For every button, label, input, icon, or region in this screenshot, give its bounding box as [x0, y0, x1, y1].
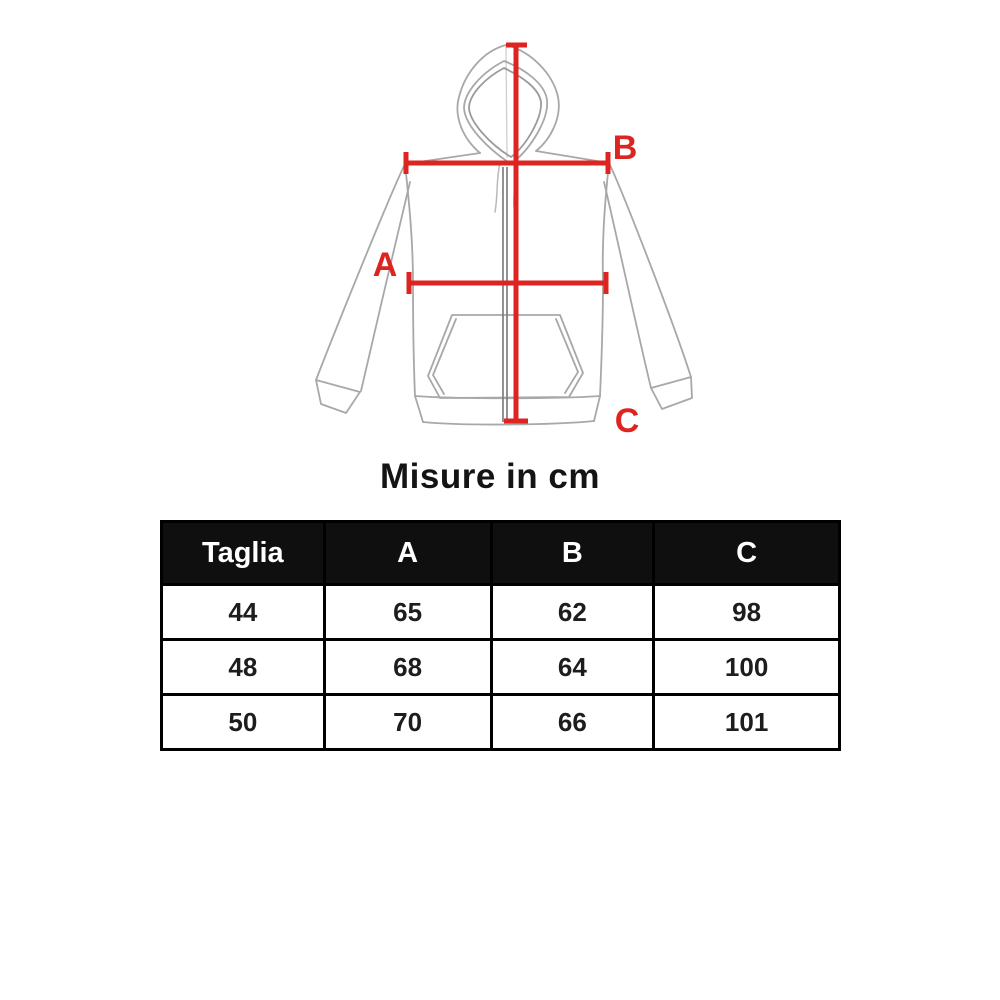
- col-header-taglia: Taglia: [162, 522, 325, 585]
- size-cell: 48: [162, 640, 325, 695]
- col-header-a: A: [324, 522, 491, 585]
- label-b: B: [612, 129, 638, 167]
- measure-a-cell: 65: [324, 585, 491, 640]
- size-cell: 50: [162, 695, 325, 750]
- col-header-b: B: [491, 522, 654, 585]
- measure-a-cell: 70: [324, 695, 491, 750]
- table-row: [162, 585, 840, 640]
- hood-outer: [457, 45, 558, 153]
- table-header-row: [162, 522, 840, 585]
- page-title: Misure in cm: [380, 457, 600, 496]
- waistband-right-edge: [594, 396, 600, 421]
- label-a: A: [372, 246, 398, 284]
- sleeve-right-outer: [609, 163, 691, 377]
- measure-b-cell: 62: [491, 585, 654, 640]
- zipper-line: [503, 167, 507, 422]
- table-row: [162, 695, 840, 750]
- sleeve-left-seam: [361, 182, 410, 391]
- size-cell: 44: [162, 585, 325, 640]
- hoodie-measurement-diagram: [0, 0, 1000, 460]
- pocket-stitch-right: [556, 319, 578, 393]
- sleeve-right-seam: [604, 182, 651, 388]
- label-c: C: [614, 402, 640, 440]
- hoodie-illustration: [316, 45, 692, 425]
- cuff-left: [316, 380, 360, 413]
- hood-opening-outer: [464, 61, 547, 164]
- measure-a-cell: 68: [324, 640, 491, 695]
- measure-c-cell: 100: [654, 640, 840, 695]
- measure-b-cell: 66: [491, 695, 654, 750]
- cuff-right: [651, 377, 692, 409]
- measure-b-cell: 64: [491, 640, 654, 695]
- size-table: [160, 520, 841, 751]
- hood-center-seam: [506, 47, 507, 157]
- waistband-left-edge: [415, 396, 423, 422]
- table-row: [162, 640, 840, 695]
- col-header-c: C: [654, 522, 840, 585]
- measure-c-cell: 98: [654, 585, 840, 640]
- drawstring-left: [495, 163, 500, 212]
- measure-c-cell: 101: [654, 695, 840, 750]
